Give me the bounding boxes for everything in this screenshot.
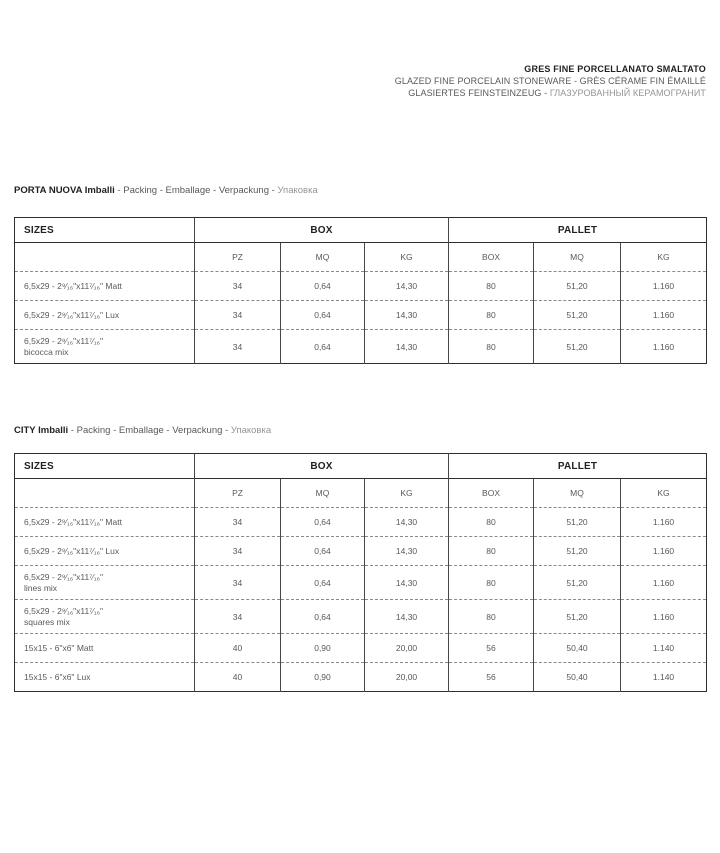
value-cell: 0,90: [281, 663, 365, 692]
value-cell: 0,64: [281, 272, 365, 301]
value-cell: 80: [449, 508, 534, 537]
size-cell: [15, 537, 195, 566]
size-line: 6,5x29 - 2⁹⁄₁₆"x11⁷⁄₁₆" Matt: [24, 280, 122, 291]
value-cell: 50,40: [534, 663, 621, 692]
table-row: [15, 301, 707, 330]
table-row: [15, 634, 707, 663]
size-line: 6,5x29 - 2⁹⁄₁₆"x11⁷⁄₁₆": [24, 605, 104, 616]
box-pz-header: PZ: [195, 479, 281, 508]
value-cell: 1.160: [621, 330, 707, 364]
value-cell: 56: [449, 634, 534, 663]
document-subtitle-en-fr: GLAZED FINE PORCELAIN STONEWARE - GRÈS CÉRAME FIN ÉMAILLÉ: [394, 76, 706, 86]
section-title-porta-nuova: [14, 185, 706, 196]
value-cell: 51,20: [534, 301, 621, 330]
value-cell: 34: [195, 537, 281, 566]
value-cell: 20,00: [365, 634, 449, 663]
table-row: [15, 537, 707, 566]
pallet-box-header: BOX: [449, 479, 534, 508]
value-cell: 80: [449, 566, 534, 600]
value-cell: 14,30: [365, 301, 449, 330]
value-cell: 50,40: [534, 634, 621, 663]
size-line: bicocca mix: [24, 346, 69, 357]
pallet-header: PALLET: [449, 454, 707, 479]
pallet-kg-header: KG: [621, 243, 707, 272]
value-cell: 34: [195, 330, 281, 364]
box-pz-header: PZ: [195, 243, 281, 272]
pallet-mq-header: MQ: [534, 479, 621, 508]
value-cell: 0,90: [281, 634, 365, 663]
size-cell: [15, 508, 195, 537]
table-row: [15, 508, 707, 537]
size-cell: [15, 600, 195, 634]
value-cell: 14,30: [365, 600, 449, 634]
value-cell: 51,20: [534, 537, 621, 566]
table-row: [15, 600, 707, 634]
table-head: [15, 454, 707, 508]
box-mq-header: MQ: [281, 479, 365, 508]
size-cell: [15, 634, 195, 663]
table-row: [15, 663, 707, 692]
document-subtitle-ru: ГЛАЗУРОВАННЫЙ КЕРАМОГРАНИТ: [549, 88, 706, 98]
size-line: 15x15 - 6"x6" Matt: [24, 642, 94, 653]
value-cell: 0,64: [281, 301, 365, 330]
size-line: 6,5x29 - 2⁹⁄₁₆"x11⁷⁄₁₆": [24, 571, 104, 582]
document-subtitle-de-ru: [395, 87, 706, 99]
value-cell: 1.160: [621, 508, 707, 537]
value-cell: 0,64: [281, 600, 365, 634]
document-subtitle-de: GLASIERTES FEINSTEINZEUG -: [408, 88, 550, 98]
value-cell: 80: [449, 600, 534, 634]
size-line: squares mix: [24, 616, 70, 627]
table-row: [15, 272, 707, 301]
value-cell: 1.160: [621, 272, 707, 301]
value-cell: 20,00: [365, 663, 449, 692]
table-head: [15, 218, 707, 272]
table-main-header-row: [15, 218, 707, 243]
value-cell: 34: [195, 272, 281, 301]
value-cell: 14,30: [365, 272, 449, 301]
value-cell: 80: [449, 272, 534, 301]
table-body: [15, 272, 707, 364]
section-title-city: [14, 425, 706, 436]
value-cell: 51,20: [534, 566, 621, 600]
value-cell: 40: [195, 634, 281, 663]
value-cell: 34: [195, 600, 281, 634]
size-line: 6,5x29 - 2⁹⁄₁₆"x11⁷⁄₁₆" Lux: [24, 309, 120, 320]
pallet-header: PALLET: [449, 218, 707, 243]
box-kg-header: KG: [365, 479, 449, 508]
value-cell: 80: [449, 301, 534, 330]
value-cell: 51,20: [534, 330, 621, 364]
section-title-ru: Упаковка: [230, 425, 272, 436]
value-cell: 14,30: [365, 566, 449, 600]
section-title-translations: - Packing - Emballage - Verpackung -: [70, 425, 229, 436]
box-kg-header: KG: [365, 243, 449, 272]
document-title: GRES FINE PORCELLANATO SMALTATO: [524, 64, 706, 74]
sizes-header: SIZES: [24, 460, 54, 472]
sizes-subheader-empty: [15, 243, 195, 272]
pallet-mq-header: MQ: [534, 243, 621, 272]
packing-table-city: [14, 453, 707, 692]
size-cell: [15, 301, 195, 330]
table-sub-header-row: [15, 243, 707, 272]
size-cell: [15, 330, 195, 364]
table-row: [15, 566, 707, 600]
sizes-subheader-empty: [15, 479, 195, 508]
value-cell: 51,20: [534, 600, 621, 634]
box-header: BOX: [195, 454, 449, 479]
value-cell: 51,20: [534, 508, 621, 537]
value-cell: 1.160: [621, 301, 707, 330]
table-sub-header-row: [15, 479, 707, 508]
value-cell: 51,20: [534, 272, 621, 301]
value-cell: 1.160: [621, 537, 707, 566]
document-header: [395, 63, 706, 99]
table-main-header-row: [15, 454, 707, 479]
size-line: lines mix: [24, 582, 58, 593]
size-cell: [15, 566, 195, 600]
size-line: 6,5x29 - 2⁹⁄₁₆"x11⁷⁄₁₆" Lux: [24, 545, 120, 556]
pallet-box-header: BOX: [449, 243, 534, 272]
size-cell: [15, 663, 195, 692]
section-title-bold: PORTA NUOVA Imballi: [14, 185, 115, 196]
pallet-kg-header: KG: [621, 479, 707, 508]
value-cell: 56: [449, 663, 534, 692]
size-cell: [15, 272, 195, 301]
value-cell: 1.160: [621, 566, 707, 600]
size-line: 15x15 - 6"x6" Lux: [24, 671, 91, 682]
value-cell: 34: [195, 508, 281, 537]
size-line: 6,5x29 - 2⁹⁄₁₆"x11⁷⁄₁₆": [24, 335, 104, 346]
section-title-translations: - Packing - Emballage - Verpackung -: [117, 185, 275, 196]
table-body: [15, 508, 707, 692]
value-cell: 1.140: [621, 663, 707, 692]
value-cell: 14,30: [365, 330, 449, 364]
sizes-header: SIZES: [24, 224, 54, 236]
value-cell: 1.140: [621, 634, 707, 663]
value-cell: 0,64: [281, 566, 365, 600]
value-cell: 40: [195, 663, 281, 692]
table-row: [15, 330, 707, 364]
box-mq-header: MQ: [281, 243, 365, 272]
size-line: 6,5x29 - 2⁹⁄₁₆"x11⁷⁄₁₆" Matt: [24, 516, 122, 527]
value-cell: 14,30: [365, 508, 449, 537]
section-title-ru: Упаковка: [277, 185, 318, 196]
value-cell: 34: [195, 301, 281, 330]
value-cell: 80: [449, 537, 534, 566]
value-cell: 0,64: [281, 508, 365, 537]
packing-table-porta-nuova: [14, 217, 707, 364]
value-cell: 1.160: [621, 600, 707, 634]
value-cell: 80: [449, 330, 534, 364]
value-cell: 0,64: [281, 537, 365, 566]
section-title-bold: CITY Imballi: [14, 425, 69, 436]
value-cell: 34: [195, 566, 281, 600]
value-cell: 14,30: [365, 537, 449, 566]
value-cell: 0,64: [281, 330, 365, 364]
box-header: BOX: [195, 218, 449, 243]
